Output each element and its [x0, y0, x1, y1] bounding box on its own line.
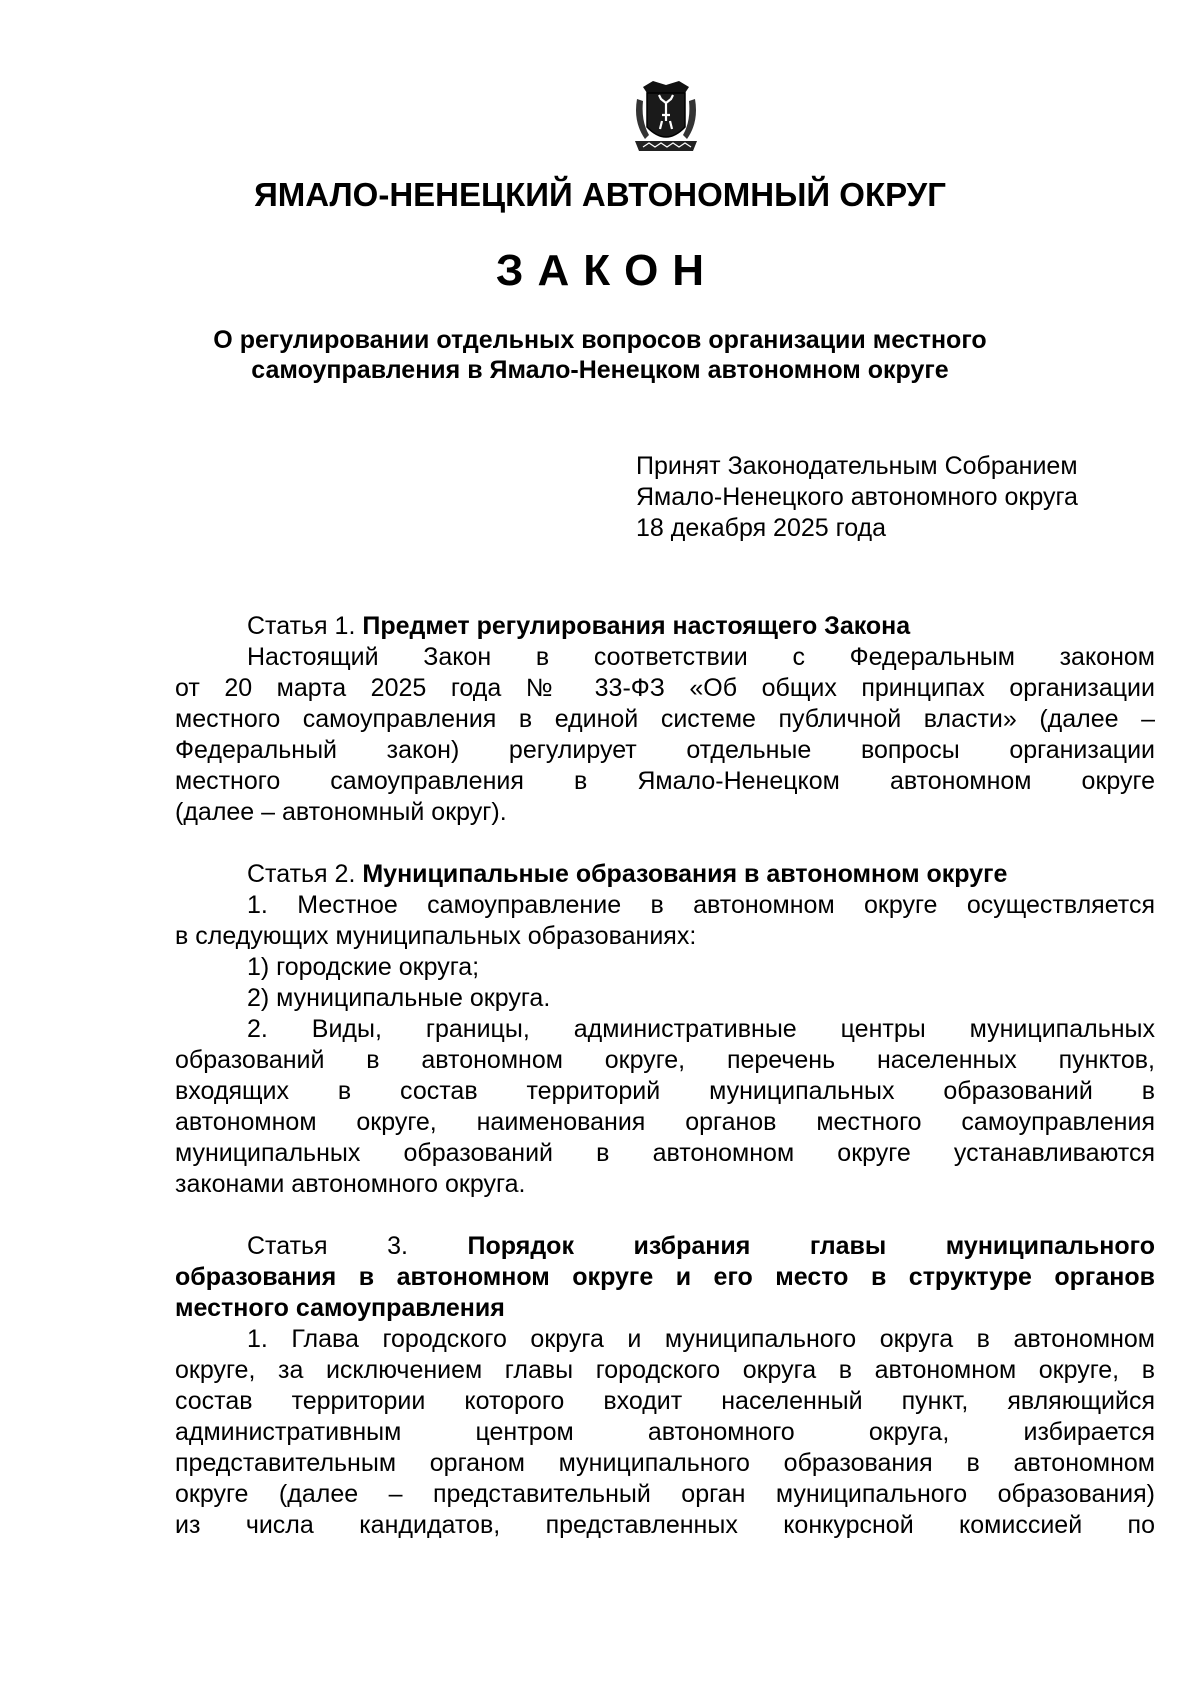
- article-heading: [175, 859, 1155, 890]
- article-text-line: входящих в состав территорий муниципальных образований в: [175, 1077, 1155, 1105]
- adoption-line: Принят Законодательным Собранием: [636, 452, 1078, 480]
- article-label: Статья 1.: [247, 612, 356, 640]
- article-label: Статья 2.: [247, 860, 356, 888]
- article-text-line: 1. Местное самоуправление в автономном округе осуществляется: [247, 891, 1155, 919]
- article-text-line: 2. Виды, границы, административные центры муниципальных: [247, 1015, 1155, 1043]
- region-name: ЯМАЛО-НЕНЕЦКИЙ АВТОНОМНЫЙ ОКРУГ: [254, 176, 946, 213]
- article-text-line: от 20 марта 2025 года № 33-ФЗ «Об общих принципах организации: [175, 674, 1155, 702]
- article-text-line: (далее – автономный округ).: [175, 798, 507, 826]
- article-2: [175, 859, 1155, 1200]
- article-text-line: состав территории которого входит населенный пункт, являющийся: [175, 1387, 1155, 1415]
- article-text-line: муниципальных образований в автономном округе устанавливаются: [175, 1139, 1155, 1167]
- law-title: [170, 325, 1030, 385]
- list-item: 2) муниципальные округа.: [247, 984, 551, 1012]
- article-title-line: образования в автономном округе и его место в структуре органов: [175, 1263, 1155, 1291]
- article-text-line: местного самоуправления в Ямало-Ненецком автономном округе: [175, 767, 1155, 795]
- article-heading: [175, 1231, 1155, 1262]
- document-type: ЗАКОН: [495, 246, 719, 295]
- article-title: Предмет регулирования настоящего Закона: [362, 612, 911, 640]
- article-text-line: Федеральный закон) регулирует отдельные вопросы организации: [175, 736, 1155, 764]
- article-text-line: представительным органом муниципального образования в автономном: [175, 1449, 1155, 1477]
- adoption-line: Ямало-Ненецкого автономного округа: [636, 483, 1078, 511]
- article-text-line: административным центром автономного округа, избирается: [175, 1418, 1155, 1446]
- article-1: [175, 611, 1155, 828]
- article-label: Статья 3.: [247, 1232, 408, 1260]
- article-text-line: местного самоуправления в единой системе публичной власти» (далее –: [175, 705, 1155, 733]
- article-text-line: округе, за исключением главы городского округа в автономном округе, в: [175, 1356, 1155, 1384]
- article-text-line: из числа кандидатов, представленных конкурсной комиссией по: [175, 1511, 1155, 1539]
- adoption-date: 18 декабря 2025 года: [636, 514, 887, 542]
- article-title: Муниципальные образования в автономном округе: [362, 860, 1008, 888]
- article-text-line: 1. Глава городского округа и муниципального округа в автономном: [247, 1325, 1155, 1353]
- article-3: [175, 1231, 1155, 1541]
- article-text-line: округе (далее – представительный орган муниципального образования): [175, 1480, 1155, 1508]
- law-title-line: О регулировании отдельных вопросов организации местного: [213, 326, 987, 354]
- adoption-info: [636, 451, 1078, 544]
- law-title-line: самоуправления в Ямало-Ненецком автономном округе: [251, 356, 949, 384]
- article-text-line: законами автономного округа.: [175, 1170, 526, 1198]
- list-item: 1) городские округа;: [247, 953, 480, 981]
- article-title-line: местного самоуправления: [175, 1294, 505, 1322]
- article-title: Порядок избрания главы муниципального: [467, 1232, 1155, 1260]
- article-text-line: в следующих муниципальных образованиях:: [175, 922, 697, 950]
- article-text-line: Настоящий Закон в соответствии с Федеральным законом: [247, 643, 1155, 671]
- article-text-line: образований в автономном округе, перечень населенных пунктов,: [175, 1046, 1155, 1074]
- coat-of-arms-icon: [629, 77, 703, 157]
- article-text-line: автономном округе, наименования органов местного самоуправления: [175, 1108, 1155, 1136]
- article-heading: [175, 611, 1155, 642]
